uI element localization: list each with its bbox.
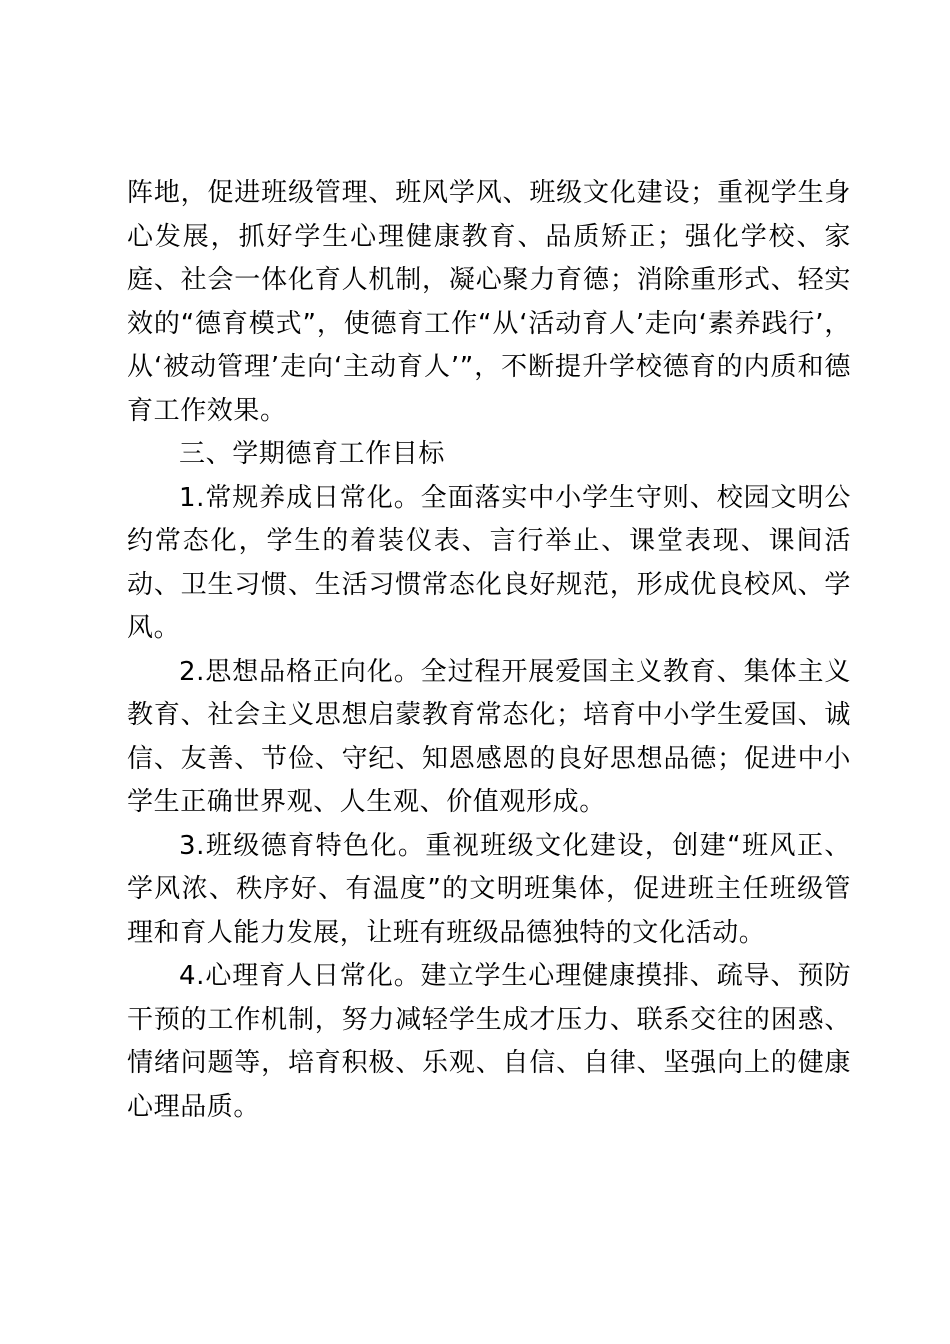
goal-paragraph-1: 1.常规养成日常化。全面落实中小学生守则、校园文明公约常态化，学生的着装仪表、言行举止、课堂表现、课间活动、卫生习惯、生活习惯常态化良好规范，形成优良校风、学风。 <box>127 482 851 643</box>
goal-paragraph-3: 3.班级德育特色化。重视班级文化建设，创建“班风正、学风浓、秩序好、有温度”的文明班集体，促进班主任班级管理和育人能力发展，让班有班级品德独特的文化活动。 <box>127 830 851 948</box>
paragraph-continuation: 阵地，促进班级管理、班风学风、班级文化建设；重视学生身心发展，抓好学生心理健康教育、品质矫正；强化学校、家庭、社会一体化育人机制，凝心聚力育德；消除重形式、轻实效的“德育模式”，使德育工作“从‘活动育人’走向‘素养践行’，从‘被动管理’走向‘主动育人’”，不断提升学校德育的内质和德育工作效果。 <box>127 178 851 426</box>
section-heading: 三、学期德育工作目标 <box>179 439 446 469</box>
goal-paragraph-4: 4.心理育人日常化。建立学生心理健康摸排、疏导、预防干预的工作机制，努力减轻学生成才压力、联系交往的困惑、情绪问题等，培育积极、乐观、自信、自律、坚强向上的健康心理品质。 <box>127 961 851 1122</box>
document-body <box>127 172 851 1129</box>
goal-paragraph-2: 2.思想品格正向化。全过程开展爱国主义教育、集体主义教育、社会主义思想启蒙教育常态化；培育中小学生爱国、诚信、友善、节俭、守纪、知恩感恩的良好思想品德；促进中小学生正确世界观、人生观、价值观形成。 <box>127 656 851 817</box>
